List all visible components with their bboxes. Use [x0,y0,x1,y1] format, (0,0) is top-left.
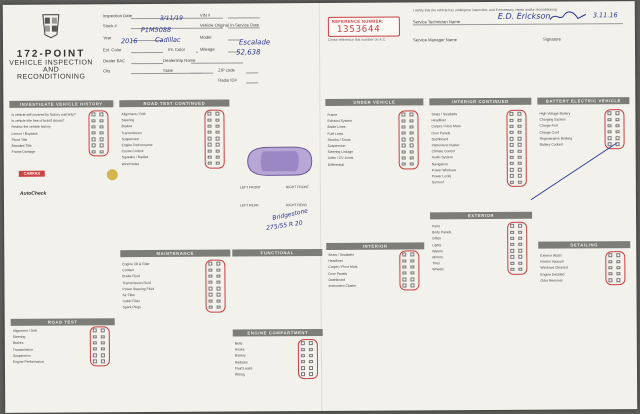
section-header: DETAILING [538,241,630,249]
check-item-label: Charge Port [539,123,558,129]
handwritten-signature-date: 3.11.16 [592,11,618,20]
check-item-label: Battery Coolant [539,142,564,147]
check-item-label: Climate Control [431,149,456,154]
handwritten-make: Cadillac [154,35,181,45]
header-field-label: Mileage [200,46,215,52]
header-field-label: Dealership Name [163,57,196,63]
check-item-label: Steering [121,118,135,123]
check-item-label: Wiring [235,372,245,377]
check-item-label: Cabin Filter [122,299,140,304]
section-header: ROAD TEST CONTINUED [119,100,229,108]
check-item-label: Odor Removal [540,278,563,283]
program-subtitle-1: VEHICLE INSPECTION [9,59,93,67]
handwritten-year: 2016 [120,37,138,46]
check-item-label: Carpet / Floor Mats [328,265,358,270]
check-item-label: Brake Lines [327,125,346,130]
header-field-label: Year [102,35,112,41]
check-item-label: Cruise Control [121,149,144,154]
section-header: INTERIOR [326,242,424,250]
check-item-label: Differential [327,162,344,167]
check-item-label: Lemon / Buyback [11,131,38,136]
header-field-label: Int. Color [168,46,186,52]
reference-number-box [328,17,400,37]
section-header: INVESTIGATE VEHICLE HISTORY [9,100,113,108]
check-item-label: Paint [432,224,440,229]
check-item-label: Engine Oil & Filter [122,262,150,267]
check-item-label: Seats / Seatbelts [328,252,354,257]
check-item-label: Glass [432,236,441,241]
check-item-label: Charge Cord [539,130,559,135]
header-field-label: ZIP code [218,67,235,73]
page-fold [319,3,322,411]
check-item-label: Spark Plugs [122,305,141,310]
section-header: UNDER VEHICLE [325,98,423,106]
check-item-label: Power Steering Fluid [122,286,154,292]
section-header: EXTERIOR [430,212,532,220]
section-header: MAINTENANCE [120,250,230,258]
check-item-label: Wipers [432,249,443,254]
program-title: 172-POINT [16,48,86,60]
check-item-label: Power Locks [431,174,452,179]
handwritten-stock: P1M5088 [140,25,172,35]
header-field-input[interactable] [196,52,198,53]
checkbox-group-outline [605,251,625,285]
signature-label: Signature [542,36,561,42]
carfax-logo: CARFAX [19,171,45,177]
check-item-label: Engine Performance [121,143,153,148]
handwritten-mileage: 52,638 [236,48,261,57]
section-header: INTERIOR CONTINUED [429,98,531,106]
tread-left-rear-label: LEFT REAR [239,203,259,208]
gold-sticker [107,169,118,180]
reference-subtext: Cross-reference this number on A.C. [327,37,387,42]
header-field-label: Radio ID# [218,77,237,83]
handwritten-date: 3/11/19 [159,14,184,22]
check-item-label: Is vehicle still covered by factory warranty? [11,112,76,117]
header-field-input[interactable] [228,27,260,28]
check-item-label: Review the vehicle history [11,125,51,130]
reference-label: REFERENCE NUMBER: [331,18,384,24]
check-item-label: Mirrors [432,255,443,260]
check-item-label: Suspension [121,136,140,142]
handwritten-tire-size: 275/55 R 20 [265,219,304,232]
program-subtitle-2: AND RECONDITIONING [16,66,86,81]
tread-right-rear-label: RIGHT REAR [285,203,307,208]
check-item-label: Seats / Seatbelts [431,112,458,117]
check-item-label: Exterior Wash [540,253,562,258]
check-item-label: Battery [234,353,246,358]
checkbox-group-outline [399,250,419,290]
section-header: ROAD TEST [11,318,115,326]
header-field-label: Ext. Color [103,47,122,53]
check-item-label: Door Panels [328,271,348,276]
check-item-label: Wheels [432,267,444,272]
check-item-label: High Voltage Battery [539,111,571,116]
check-item-label: Fuel Lines [327,131,344,136]
check-item-label: Engine Performance [12,359,44,364]
header-field-input[interactable] [246,82,258,83]
handwritten-model: Escalade [238,38,271,47]
autocheck-logo: AutoCheck [19,190,47,197]
check-item-label: Air Filter [122,293,136,298]
check-item-label: Door Panels [431,130,451,135]
header-field-input[interactable] [131,63,163,64]
check-item-label: Transmission [12,347,33,352]
check-item-label: Steering [12,334,26,340]
check-item-label: Axles / CV Joints [327,156,354,161]
inspection-form [3,1,637,413]
header-field-label: Dealer BAC [103,58,126,64]
header-field-label: State [163,67,173,73]
reference-number: 1353644 [336,24,381,35]
section-header: BATTERY ELECTRIC VEHICLE [537,97,629,105]
cert-line: I certify that the vehicle has undergone inspection, and if necessary, repair and/or reconditioning [412,7,557,13]
check-item-label: Shocks / Struts [327,137,351,142]
header-field-input[interactable] [228,17,260,18]
checkbox-group-outline [88,110,108,157]
header-field-input[interactable] [131,52,163,53]
check-item-label: Frame Damage [11,149,36,155]
check-item-label: Sunroof [431,180,444,185]
check-item-label: Headliner [328,259,343,264]
checkbox-group-outline [204,110,224,169]
check-item-label: Regenerative Braking [539,136,573,141]
check-item-label: Suspension [327,143,346,148]
check-item-label: Charging System [539,117,566,122]
check-item-label: Is vehicle title free of brand issues? [11,118,65,124]
check-item-label: Branded Title [11,143,32,148]
header-field-label: Model [199,34,212,40]
check-item-label: Suspension [12,353,31,358]
check-item-label: Navigation [431,161,448,166]
check-item-label: Power Windows [431,167,457,173]
check-item-label: Dashboard [431,137,449,142]
diagonal-strike-line-icon [529,141,619,202]
checkbox-group-outline [205,260,225,313]
check-item-label: Body Panels [432,230,452,235]
check-item-label: Dashboard [328,277,346,282]
check-item-label: Interior Vacuum [540,259,565,264]
header-field-label: Inspection Date [102,13,132,19]
check-item-label: Coolant [122,268,135,273]
check-item-label: Flood Title [11,137,28,142]
header-field-label: Stock # [102,23,117,29]
check-item-label: Belts [234,341,243,346]
check-item-label: Audio System [431,155,453,160]
check-item-label: Alignment / Drift [121,112,146,117]
cadillac-crest-icon [40,13,62,39]
check-item-label: Squeaks / Rattles [121,155,149,160]
tread-right-front-label: RIGHT FRONT [285,185,309,190]
header-field-label: Vehicle Original In-Service Date [199,22,260,28]
check-item-label: Steering Linkage [327,149,354,155]
check-item-label: Windows Cleaned [540,265,568,271]
checkbox-group-outline [298,339,318,379]
tech-name-label: Service Technician Name [412,19,461,25]
header-field-input[interactable] [191,73,213,74]
check-item-label: Transmission [121,130,142,135]
check-item-label: Transmission Fluid [122,280,151,285]
signature-scribble-icon [548,9,588,23]
check-item-label: Brakes [121,124,133,129]
check-item-label: Exhaust System [327,118,352,124]
checkbox-group-outline [90,326,110,366]
handwritten-tech-name: E.D. Erickson [497,11,551,21]
check-item-label: Instrument Cluster [431,143,460,148]
check-item-label: Frame [327,112,338,117]
checkbox-group-outline [398,110,418,169]
check-item-label: Headliner [431,118,447,123]
check-item-label: Fluid Leaks [234,366,253,371]
check-item-label: Hoses [234,347,245,352]
check-item-label: Engine Detailed [540,272,565,277]
checkbox-group-outline [507,222,527,275]
section-header: FUNCTIONAL [232,249,322,257]
handwritten-tire-brand: Bridgestone [271,207,309,222]
program-logo [9,48,93,81]
header-field-input[interactable] [191,62,243,63]
check-item-label: Lights [432,242,442,247]
header-field-input[interactable] [246,72,258,73]
check-item-label: Alignment / Drift [12,328,37,333]
check-item-label: Wind Noise [121,161,140,166]
check-item-label: Tires [432,261,440,266]
checkbox-group-outline [506,110,526,188]
header-field-label: City [103,68,111,74]
header-field-label: VIN # [199,12,211,18]
check-item-label: Carpet / Floor Mats [431,124,461,129]
check-item-label: Brake Fluid [122,274,140,279]
check-item-label: Radiator [234,360,248,365]
manager-name-label: Service Manager Name [412,37,457,43]
vehicle-diagram-icon [242,143,318,179]
tread-left-front-label: LEFT FRONT [239,185,261,190]
check-item-label: Instrument Cluster [328,283,357,288]
section-header: ENGINE COMPARTMENT [233,329,323,337]
check-item-label: Brakes [12,341,24,346]
